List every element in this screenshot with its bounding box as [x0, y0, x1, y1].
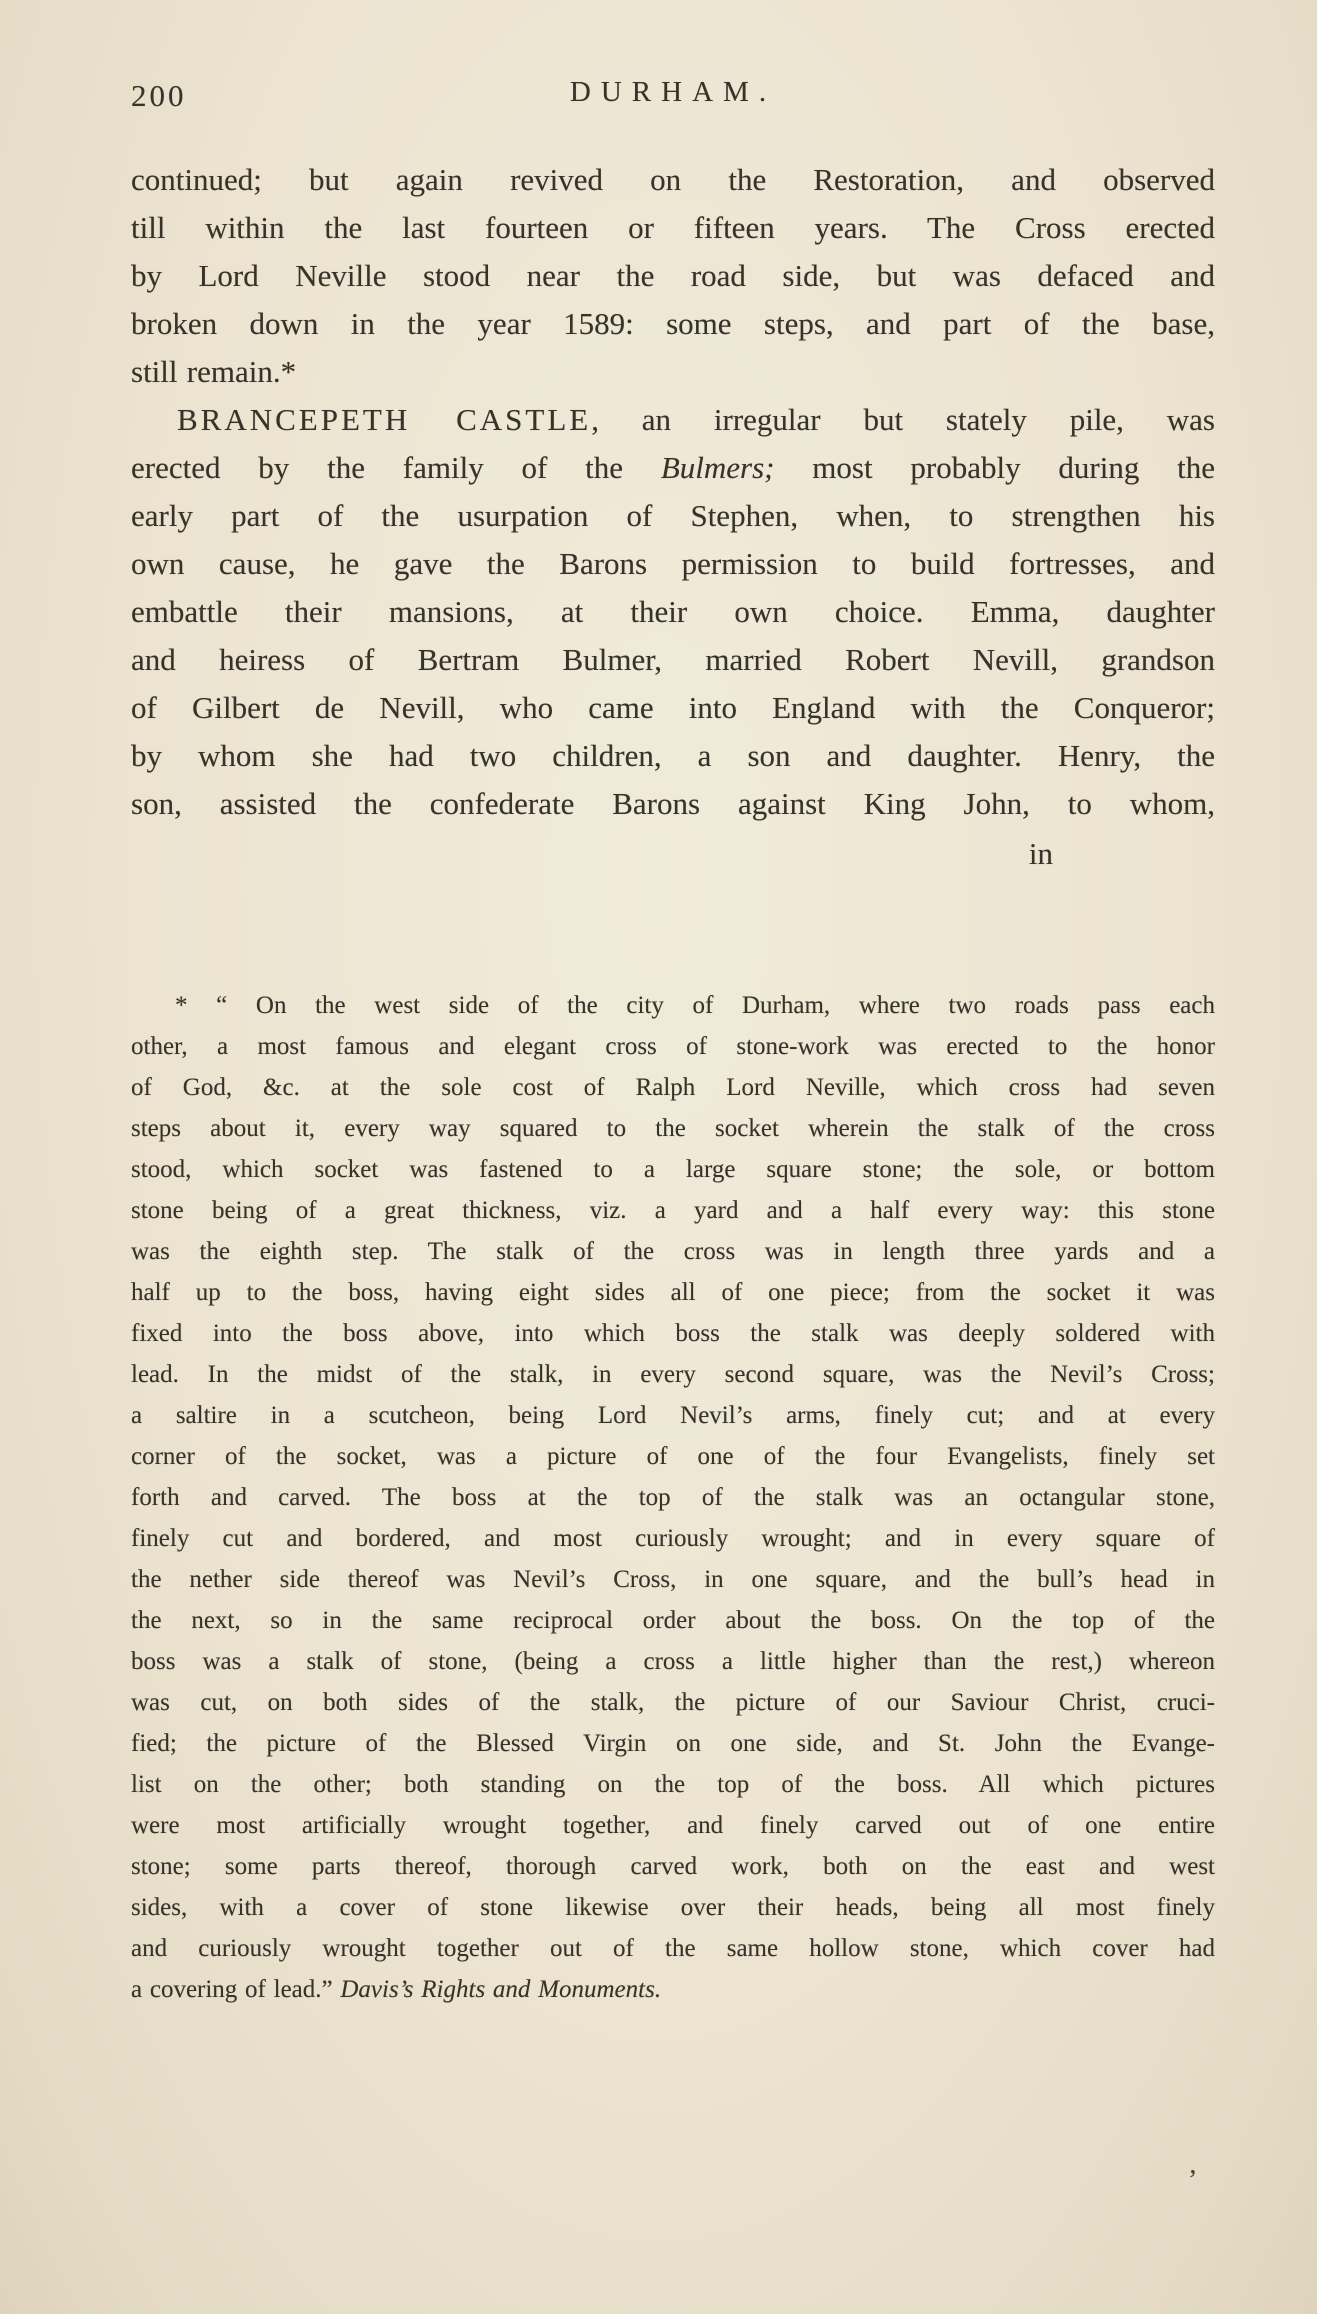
text-line: continued; but again revived on the Restoration, and observed [131, 162, 1215, 197]
text-line: early part of the usurpation of Stephen, when, to strengthen his [131, 498, 1215, 533]
text-line: boss was a stalk of stone, (being a cross a little higher than the rest,) whereon [131, 1648, 1215, 1675]
text-line: stone; some parts thereof, thorough carved work, both on the east and west [131, 1853, 1215, 1880]
page-header [131, 76, 1215, 118]
text-line: erected by the family of the Bulmers; most probably during the [131, 450, 1215, 485]
text-line: * “ On the west side of the city of Durham, where two roads pass each [175, 992, 1215, 1019]
text-line: and heiress of Bertram Bulmer, married Robert Nevill, grandson [131, 642, 1215, 677]
text-line: a covering of lead.” Davis’s Rights and Monuments. [131, 1976, 662, 2003]
text-line: lead. In the midst of the stalk, in every second square, was the Nevil’s Cross; [131, 1361, 1215, 1388]
text-line: stood, which socket was fastened to a large square stone; the sole, or bottom [131, 1156, 1215, 1183]
footnote [131, 985, 1215, 2010]
text-line: of Gilbert de Nevill, who came into England with the Conqueror; [131, 690, 1215, 725]
text-line: broken down in the year 1589: some steps, and part of the base, [131, 306, 1215, 341]
text-line: by whom she had two children, a son and daughter. Henry, the [131, 738, 1215, 773]
text-line: BRANCEPETH CASTLE, an irregular but stately pile, was [177, 402, 1215, 437]
catchword: in [1028, 836, 1053, 871]
text-line: other, a most famous and elegant cross of stone-work was erected to the honor [131, 1033, 1215, 1060]
text-line: own cause, he gave the Barons permission to build fortresses, and [131, 546, 1215, 581]
text-line: fied; the picture of the Blessed Virgin on one side, and St. John the Evange- [131, 1730, 1215, 1757]
text-line: were most artificially wrought together, and finely carved out of one entire [131, 1812, 1215, 1839]
scan-artifact-mark: ’ [1188, 2165, 1198, 2196]
text-line: was cut, on both sides of the stalk, the picture of our Saviour Christ, cruci- [131, 1689, 1215, 1716]
text-line: of God, &c. at the sole cost of Ralph Lord Neville, which cross had seven [131, 1074, 1215, 1101]
text-line: fixed into the boss above, into which boss the stalk was deeply soldered with [131, 1320, 1215, 1347]
text-line: corner of the socket, was a picture of one of the four Evangelists, finely set [131, 1443, 1215, 1470]
text-line: embattle their mansions, at their own choice. Emma, daughter [131, 594, 1215, 629]
text-line: still remain.* [131, 354, 297, 389]
text-line: stone being of a great thickness, viz. a yard and a half every way: this stone [131, 1197, 1215, 1224]
text-line: son, assisted the confederate Barons against King John, to whom, [131, 786, 1215, 821]
page-number: 200 [131, 78, 187, 113]
text-line: finely cut and bordered, and most curiously wrought; and in every square of [131, 1525, 1215, 1552]
running-header: DURHAM. [569, 76, 777, 108]
text-line: forth and carved. The boss at the top of the stalk was an octangular stone, [131, 1484, 1215, 1511]
text-line: by Lord Neville stood near the road side, but was defaced and [131, 258, 1215, 293]
text-line: half up to the boss, having eight sides all of one piece; from the socket it was [131, 1279, 1215, 1306]
main-text [131, 156, 1215, 878]
text-line: a saltire in a scutcheon, being Lord Nevil’s arms, finely cut; and at every [131, 1402, 1215, 1429]
text-line: the nether side thereof was Nevil’s Cross, in one square, and the bull’s head in [131, 1566, 1215, 1593]
text-line: till within the last fourteen or fifteen years. The Cross erected [131, 210, 1215, 245]
text-line: the next, so in the same reciprocal order about the boss. On the top of the [131, 1607, 1215, 1634]
text-line: was the eighth step. The stalk of the cross was in length three yards and a [131, 1238, 1215, 1265]
text-line: steps about it, every way squared to the socket wherein the stalk of the cross [131, 1115, 1215, 1142]
text-line: sides, with a cover of stone likewise over their heads, being all most finely [131, 1894, 1215, 1921]
paragraph-brancepeth-castle [131, 396, 1215, 828]
catchword-row [131, 830, 1215, 878]
paragraph-continuation [131, 156, 1215, 396]
text-line: and curiously wrought together out of the same hollow stone, which cover had [131, 1935, 1215, 1962]
text-line: list on the other; both standing on the top of the boss. All which pictures [131, 1771, 1215, 1798]
